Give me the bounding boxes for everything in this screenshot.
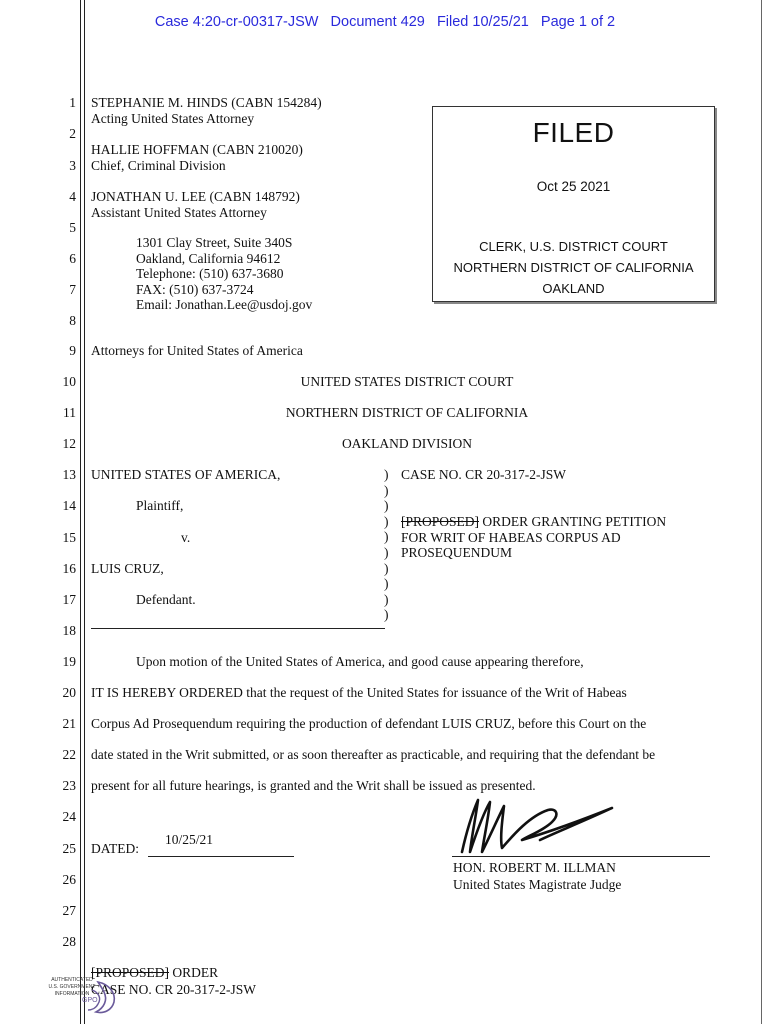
dated-label: DATED: [91, 841, 139, 856]
order-paragraph-line: IT IS HEREBY ORDERED that the request of the United States for issuance of the Writ of Habeas [91, 685, 627, 700]
filed-title: FILED [532, 117, 615, 148]
plaintiff-role: Plaintiff, [136, 498, 184, 513]
signature-underline [452, 856, 710, 857]
caption-parentheses: ) ) ) ) ) ) ) ) ) ) [384, 467, 389, 623]
caption-underline [91, 628, 385, 629]
court-division: OAKLAND DIVISION [341, 436, 473, 451]
line-number: 19 [62, 654, 76, 669]
fax: FAX: (510) 637-3724 [136, 282, 254, 297]
plaintiff-name: UNITED STATES OF AMERICA, [91, 467, 281, 482]
line-number: 1 [69, 95, 76, 110]
gpo-line-1: AUTHENTICATED [51, 977, 93, 983]
line-number: 14 [62, 498, 76, 513]
line-number: 23 [62, 778, 76, 793]
line-number: 18 [62, 623, 76, 638]
versus: v. [181, 530, 191, 545]
footer-proposed-struck: [PROPOSED] [91, 965, 170, 980]
order-title-line-1 [401, 514, 666, 529]
order-paragraph-line: present for all future hearings, is granted and the Writ shall be issued as presented. [91, 778, 536, 793]
order-title-rest: ORDER GRANTING PETITION [479, 514, 667, 529]
line-number: 9 [69, 343, 76, 358]
line-number: 20 [62, 685, 76, 700]
footer-case-number: CASE NO. CR 20-317-2-JSW [91, 982, 257, 997]
right-margin-rule [761, 0, 762, 1024]
line-number: 21 [62, 716, 76, 731]
dated-underline [148, 856, 294, 857]
line-number: 5 [69, 220, 76, 235]
clerk-line: CLERK, U.S. DISTRICT COURT [479, 239, 668, 254]
attorneys-for: Attorneys for United States of America [91, 343, 303, 358]
line-number: 11 [63, 405, 76, 420]
line-number: 2 [69, 126, 76, 141]
gpo-line-3: INFORMATION [54, 991, 90, 997]
judge-title: United States Magistrate Judge [453, 877, 622, 892]
line-number: 28 [62, 934, 76, 949]
court-name: UNITED STATES DISTRICT COURT [300, 374, 514, 389]
judge-signature [452, 794, 627, 858]
counsel-line-6: Assistant United States Attorney [91, 205, 267, 220]
line-number: 24 [62, 809, 76, 824]
counsel-line-3: HALLIE HOFFMAN (CABN 210020) [91, 142, 303, 157]
order-title-line-2: FOR WRIT OF HABEAS CORPUS AD [401, 530, 621, 545]
left-margin-rule-inner [84, 0, 85, 1024]
order-title-line-3: PROSEQUENDUM [401, 545, 513, 560]
line-number: 26 [62, 872, 76, 887]
line-number: 16 [62, 561, 76, 576]
order-paragraph-line: Upon motion of the United States of America, and good cause appearing therefore, [136, 654, 584, 669]
defendant-role: Defendant. [136, 592, 196, 607]
order-paragraph-line: date stated in the Writ submitted, or as soon thereafter as practicable, and requiring that the defendant be [91, 747, 656, 762]
case-number: CASE NO. CR 20-317-2-JSW [401, 467, 567, 482]
line-number: 22 [62, 747, 76, 762]
gpo-line-4: GPO [82, 997, 98, 1004]
gpo-authentication-seal [32, 974, 124, 1018]
district-line: NORTHERN DISTRICT OF CALIFORNIA [453, 260, 694, 275]
counsel-line-4: Chief, Criminal Division [91, 158, 226, 173]
left-margin-rule-outer [80, 0, 81, 1024]
counsel-line-5: JONATHAN U. LEE (CABN 148792) [91, 189, 300, 204]
dated-value: 10/25/21 [165, 832, 214, 847]
counsel-line-1: STEPHANIE M. HINDS (CABN 154284) [91, 95, 322, 110]
email: Email: Jonathan.Lee@usdoj.gov [136, 297, 313, 312]
filed-date: Oct 25 2021 [536, 179, 611, 194]
judge-name: HON. ROBERT M. ILLMAN [453, 860, 616, 875]
line-number: 17 [62, 592, 76, 607]
address-line-1: 1301 Clay Street, Suite 340S [136, 235, 293, 250]
line-number: 6 [69, 251, 76, 266]
telephone: Telephone: (510) 637-3680 [136, 266, 284, 281]
line-number: 7 [69, 282, 76, 297]
proposed-struck: [PROPOSED] [401, 514, 480, 529]
address-line-2: Oakland, California 94612 [136, 251, 281, 266]
defendant-name: LUIS CRUZ, [91, 561, 164, 576]
court-district: NORTHERN DISTRICT OF CALIFORNIA [285, 405, 529, 420]
ecf-header: Case 4:20-cr-00317-JSW Document 429 Filed 10/25/21 Page 1 of 2 [154, 14, 616, 30]
counsel-line-2: Acting United States Attorney [91, 111, 255, 126]
line-number: 10 [62, 374, 76, 389]
gpo-line-2: U.S. GOVERNMENT [48, 984, 96, 990]
line-number: 12 [62, 436, 76, 451]
line-number: 8 [69, 313, 76, 328]
order-paragraph-line: Corpus Ad Prosequendum requiring the production of defendant LUIS CRUZ, before this Court on the [91, 716, 647, 731]
line-number: 3 [69, 158, 76, 173]
line-number: 13 [62, 467, 76, 482]
line-number: 15 [62, 530, 76, 545]
footer-order: ORDER [169, 965, 219, 980]
division-line: OAKLAND [542, 281, 605, 296]
filed-stamp [432, 106, 715, 302]
line-number: 4 [69, 189, 76, 204]
line-number: 27 [62, 903, 76, 918]
clerk-block [433, 236, 714, 299]
line-number: 25 [62, 841, 76, 856]
